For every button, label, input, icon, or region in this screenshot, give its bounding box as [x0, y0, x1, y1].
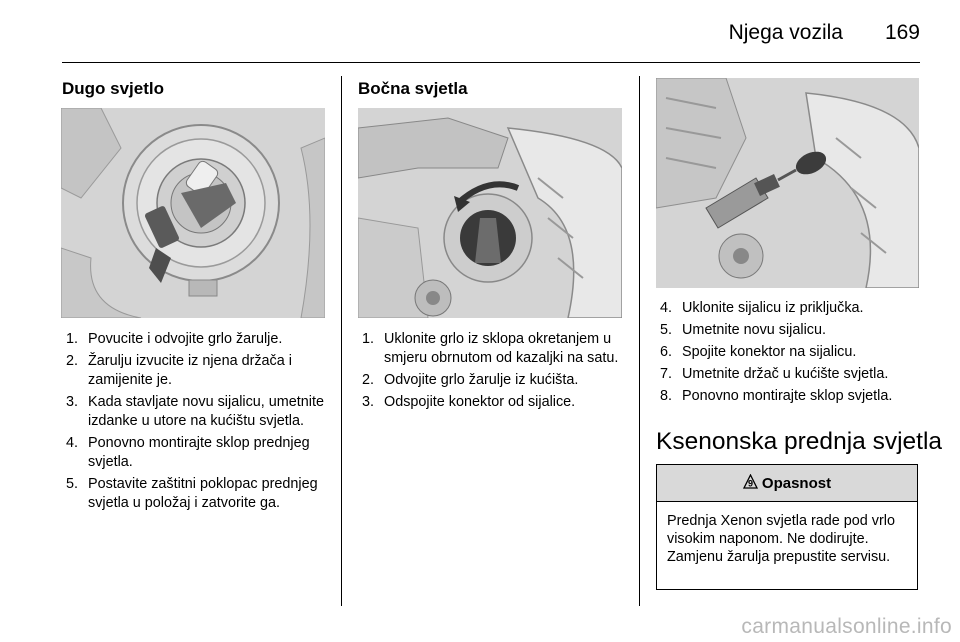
step-number: 3.: [66, 394, 79, 410]
step-number: 5.: [660, 322, 673, 338]
step-number: 1.: [66, 331, 79, 347]
step-text: Kada stavljate novu sijalicu, umetnite izdanke u utore na kućištu svjetla.: [88, 394, 324, 429]
step-number: 4.: [660, 300, 673, 316]
step-text: Odvojite grlo žarulje iz kućišta.: [384, 372, 579, 388]
page-number: 169: [884, 21, 920, 44]
list-item: [656, 387, 921, 406]
side-lights-figure: [358, 108, 622, 318]
step-number: 4.: [66, 435, 79, 451]
warning-title: Opasnost: [761, 474, 832, 492]
step-number: 8.: [660, 388, 673, 404]
high-beam-figure: [61, 108, 325, 318]
list-item: [62, 330, 327, 349]
side-lights-steps: [358, 330, 624, 415]
section-heading-high-beam: Dugo svjetlo: [62, 79, 165, 98]
step-number: 6.: [660, 344, 673, 360]
watermark: carmanualsonline.info: [741, 615, 952, 638]
list-item: [358, 393, 624, 412]
list-item: [656, 365, 921, 384]
step-number: 7.: [660, 366, 673, 382]
high-beam-steps: [62, 330, 327, 516]
step-text: Postavite zaštitni poklopac prednjeg svjetla u položaj i zatvorite ga.: [88, 476, 318, 511]
column-divider: [341, 76, 342, 606]
warning-header: [657, 465, 917, 502]
list-item: [656, 343, 921, 362]
step-number: 2.: [66, 353, 79, 369]
list-item: [62, 352, 327, 390]
step-text: Žarulju izvucite iz njena držača i zamijenite je.: [88, 353, 292, 388]
step-text: Povucite i odvojite grlo žarulje.: [88, 331, 283, 347]
column-divider: [639, 76, 640, 606]
step-text: Umetnite držač u kućište svjetla.: [682, 366, 889, 382]
list-item: [62, 393, 327, 431]
page-header: [62, 0, 920, 63]
step-number: 3.: [362, 394, 375, 410]
danger-warning-box: [656, 464, 918, 590]
step-text: Uklonite grlo iz sklopa okretanjem u smjeru obrnutom od kazaljki na satu.: [384, 331, 619, 366]
section-heading-side-lights: Bočna svjetla: [358, 79, 468, 98]
list-item: [358, 371, 624, 390]
step-text: Ponovno montirajte sklop prednjeg svjetla.: [88, 435, 310, 470]
list-item: [358, 330, 624, 368]
svg-text:9: 9: [747, 478, 753, 488]
list-item: [656, 299, 921, 318]
step-text: Uklonite sijalicu iz priključka.: [682, 300, 864, 316]
step-number: 2.: [362, 372, 375, 388]
step-text: Umetnite novu sijalicu.: [682, 322, 826, 338]
bulb-steps: [656, 299, 921, 409]
step-number: 1.: [362, 331, 375, 347]
step-text: Spojite konektor na sijalicu.: [682, 344, 857, 360]
warning-triangle-icon: [743, 474, 758, 493]
page-header-title: Njega vozila: [728, 21, 843, 44]
list-item: [656, 321, 921, 340]
list-item: [62, 434, 327, 472]
section-heading-xenon: Ksenonska prednja svjetla: [656, 428, 943, 455]
step-text: Odspojite konektor od sijalice.: [384, 394, 576, 410]
warning-text: Prednja Xenon svjetla rade pod vrlo visokim naponom. Ne dodirujte. Zamjenu žarulja prepustite servisu.: [667, 513, 895, 565]
bulb-connector-figure: [656, 78, 919, 288]
list-item: [62, 475, 327, 513]
step-number: 5.: [66, 476, 79, 492]
step-text: Ponovno montirajte sklop svjetla.: [682, 388, 893, 404]
